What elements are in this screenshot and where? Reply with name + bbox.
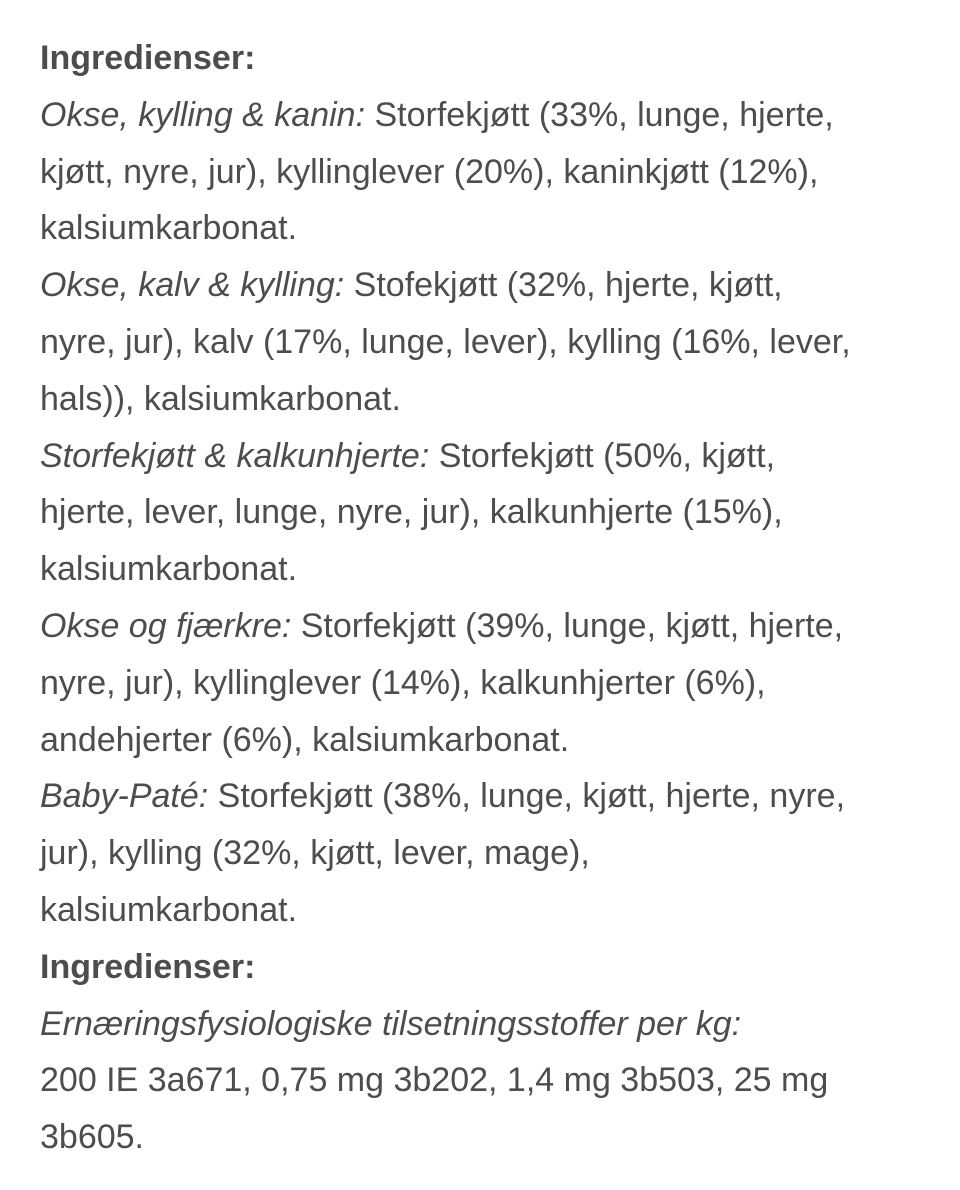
ingredient-text: nyre, jur), kalv (17%, lunge, lever), kylling (16%, lever, (40, 322, 851, 361)
nutritional-additives (40, 996, 940, 1166)
ingredient-text: Stofekjøtt (32%, hjerte, kjøtt, (344, 266, 783, 305)
recipe-okse-kylling-kanin (40, 87, 940, 257)
additives-heading: Ingredienser: (40, 947, 256, 986)
entry-first-line (40, 428, 940, 485)
ingredient-text: Storfekjøtt (38%, lunge, kjøtt, hjerte, nyre, (208, 777, 846, 816)
additives-text: 200 IE 3a671, 0,75 mg 3b202, 1,4 mg 3b503, 25 mg (40, 1061, 829, 1100)
additives-label: Ernæringsfysiologiske tilsetningsstoffer per kg: (40, 1004, 742, 1043)
recipe-okse-og-fjaerkre (40, 598, 940, 768)
ingredient-text: kalsiumkarbonat. (40, 550, 298, 589)
ingredient-text: kjøtt, nyre, jur), kyllinglever (20%), kaninkjøtt (12%), (40, 152, 819, 191)
entry-first-line (40, 257, 940, 314)
ingredient-text: Storfekjøtt (39%, lunge, kjøtt, hjerte, (291, 606, 844, 645)
ingredient-text: Storfekjøtt (33%, lunge, hjerte, (365, 95, 834, 134)
entry-first-line (40, 768, 940, 825)
ingredient-text: kalsiumkarbonat. (40, 890, 298, 929)
ingredient-text: andehjerter (6%), kalsiumkarbonat. (40, 720, 570, 759)
ingredient-text: hjerte, lever, lunge, nyre, jur), kalkunhjerte (15%), (40, 493, 783, 532)
ingredients-document (40, 30, 940, 1166)
additives-text: 3b605. (40, 1118, 144, 1157)
recipe-name: Okse, kalv & kylling: (40, 266, 345, 305)
recipe-baby-pate (40, 768, 940, 938)
recipe-storfekjott-kalkunhjerte (40, 428, 940, 598)
recipe-name: Okse og fjærkre: (40, 606, 292, 645)
ingredient-text: Storfekjøtt (50%, kjøtt, (429, 436, 776, 475)
recipe-name: Storfekjøtt & kalkunhjerte: (40, 436, 430, 475)
ingredient-text: jur), kylling (32%, kjøtt, lever, mage), (40, 834, 590, 873)
entry-first-line (40, 87, 940, 144)
ingredients-heading: Ingredienser: (40, 39, 256, 77)
ingredient-text: hals)), kalsiumkarbonat. (40, 379, 401, 418)
recipe-okse-kalv-kylling (40, 257, 940, 427)
recipe-name: Okse, kylling & kanin: (40, 95, 366, 134)
entry-first-line (40, 598, 940, 655)
recipe-name: Baby-Paté: (40, 777, 209, 816)
ingredient-text: nyre, jur), kyllinglever (14%), kalkunhjerter (6%), (40, 663, 766, 702)
ingredient-text: kalsiumkarbonat. (40, 209, 298, 248)
